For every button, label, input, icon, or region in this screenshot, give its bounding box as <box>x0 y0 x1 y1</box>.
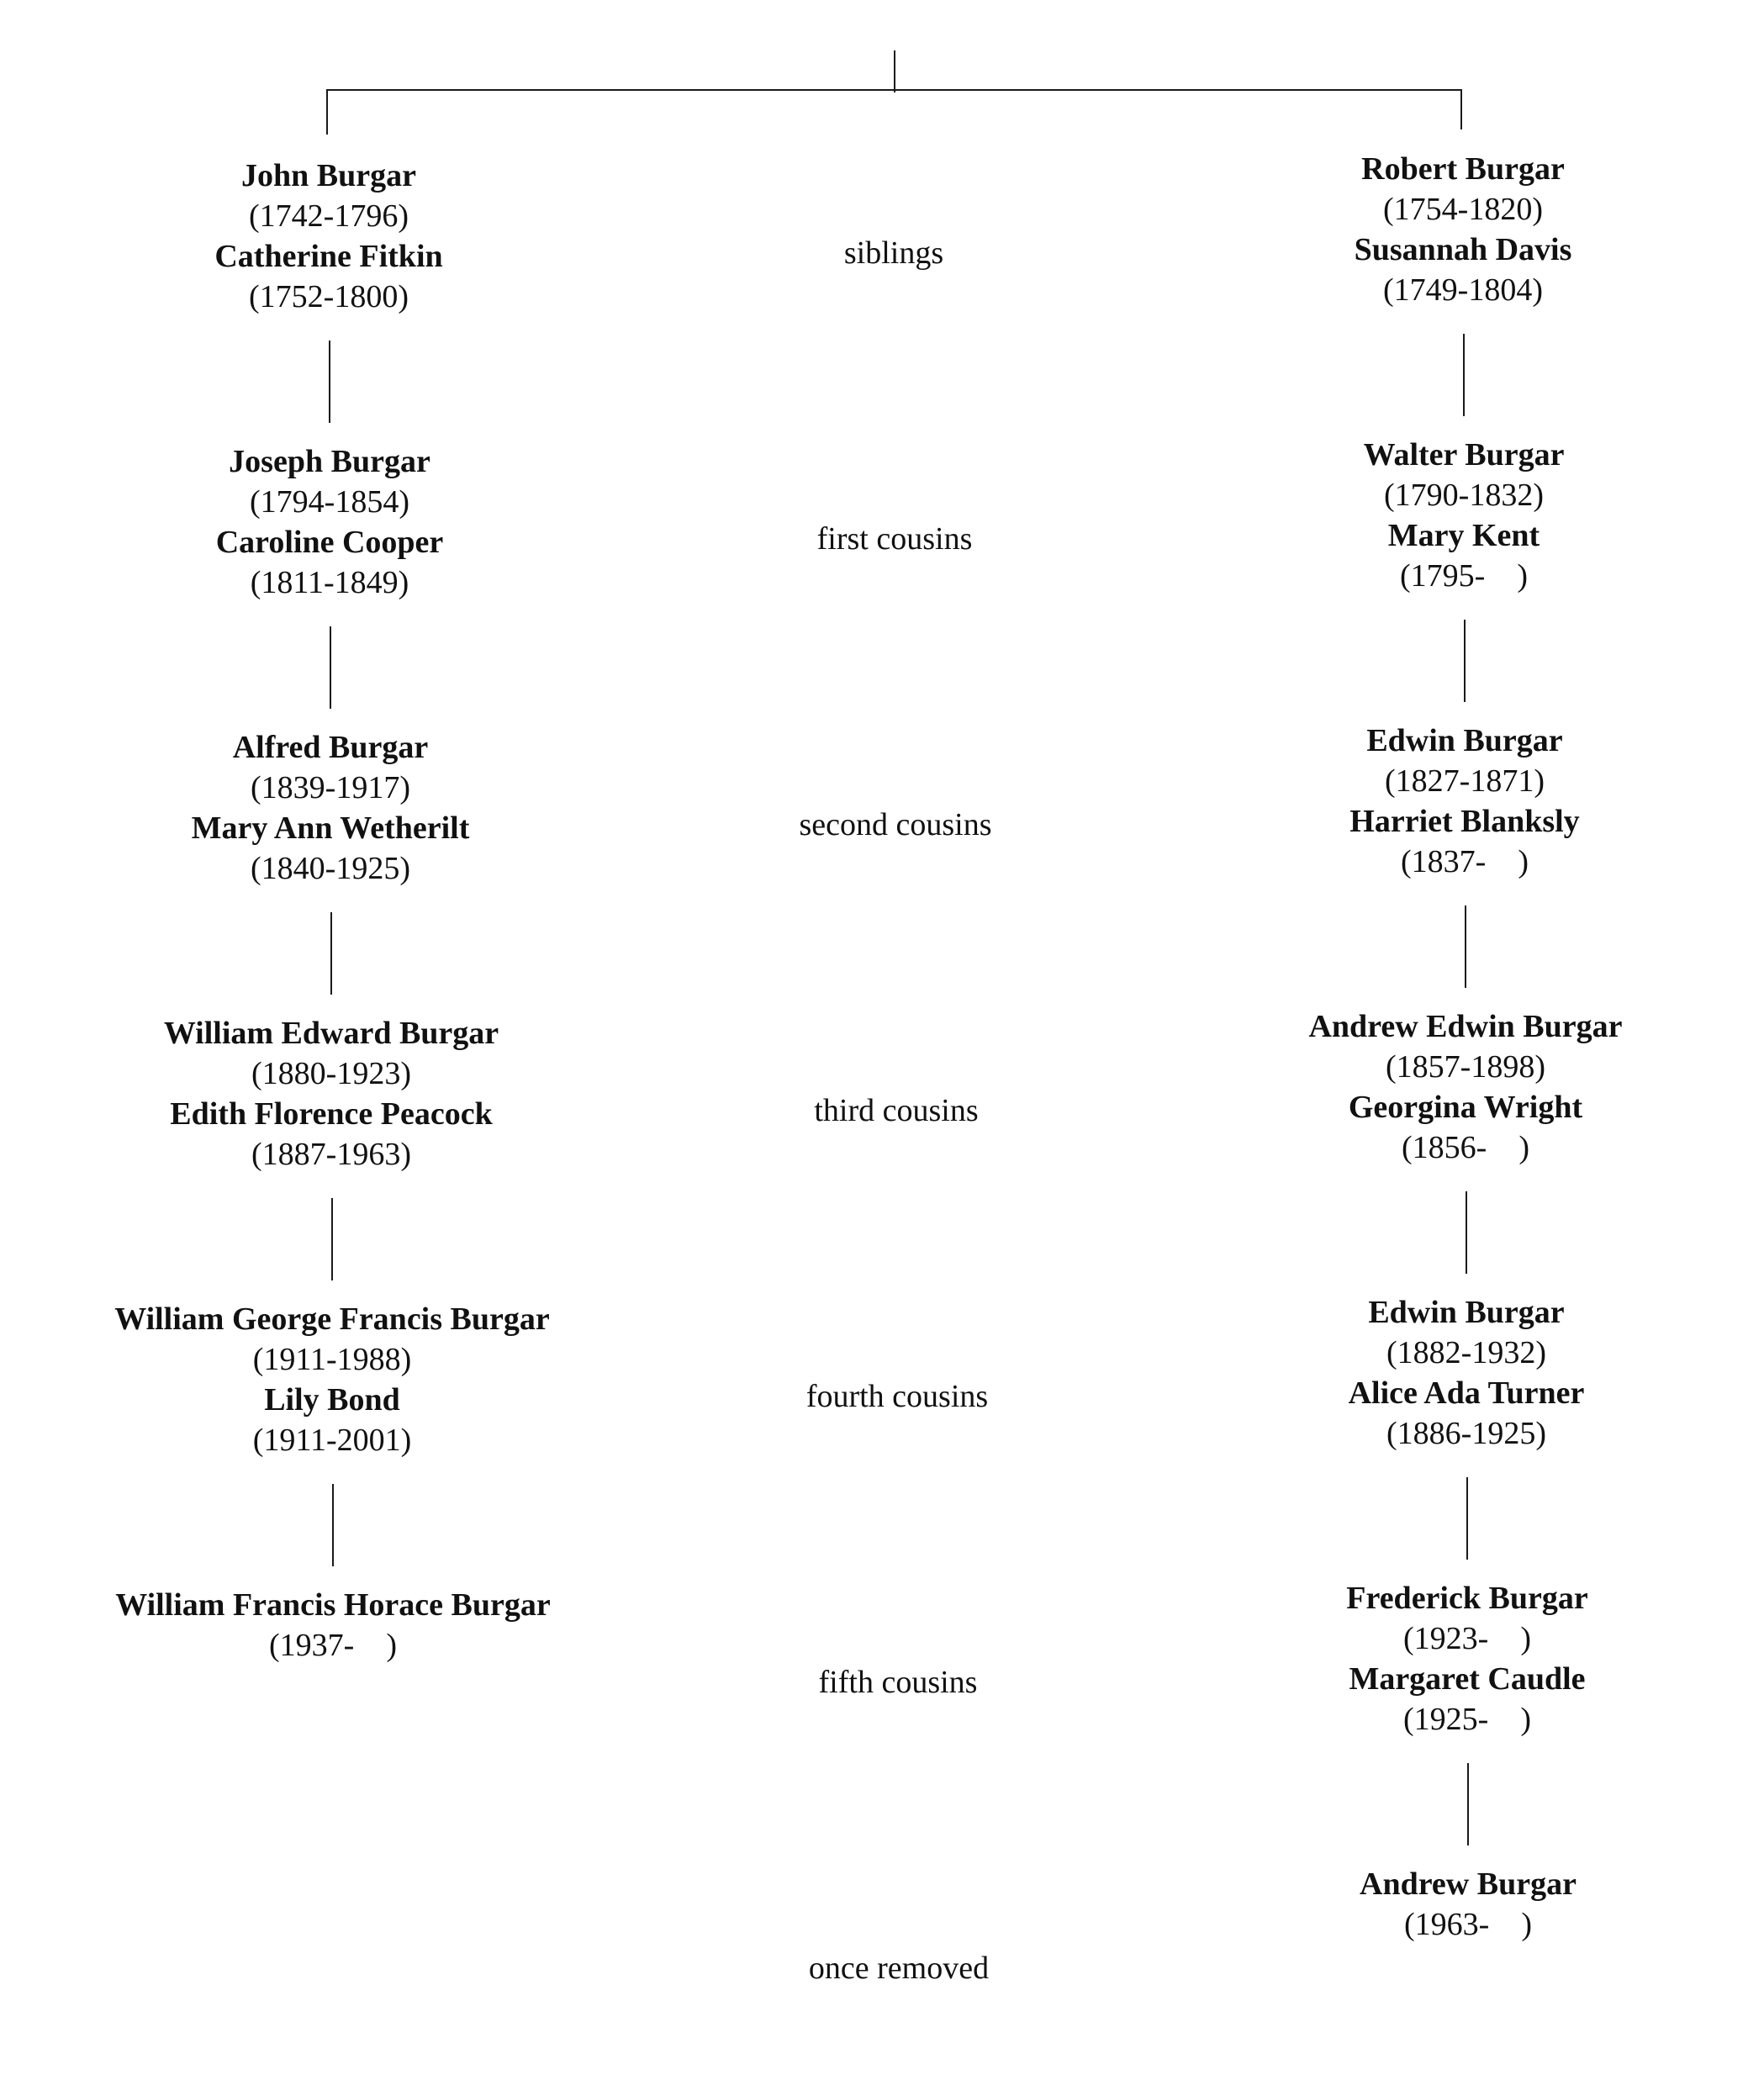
spouse-dates: (1925- ) <box>1403 1702 1531 1737</box>
left-generation-4 <box>62 1013 600 1175</box>
right-connector-1 <box>1463 334 1465 416</box>
right-connector-2 <box>1464 620 1466 702</box>
person-dates: (1911-1988) <box>252 1342 412 1377</box>
relationship-label-first-cousins: first cousins <box>816 521 973 557</box>
person-dates: (1742-1796) <box>249 198 409 234</box>
spouse-name: Margaret Caudle <box>1349 1661 1586 1697</box>
person-dates: (1790-1832) <box>1384 478 1544 513</box>
right-generation-5 <box>1197 1292 1735 1454</box>
left-connector-4 <box>331 1198 333 1280</box>
person-dates: (1880-1923) <box>251 1056 411 1091</box>
right-generation-6 <box>1198 1578 1736 1740</box>
spouse-name: Susannah Davis <box>1354 232 1572 267</box>
spouse-dates: (1911-2001) <box>252 1423 412 1458</box>
spouse-dates: (1886-1925) <box>1386 1416 1546 1451</box>
person-name: Joseph Burgar <box>229 444 430 479</box>
person-name: Andrew Burgar <box>1360 1866 1577 1902</box>
right-connector-3 <box>1465 905 1466 988</box>
person-dates: (1857-1898) <box>1386 1049 1545 1085</box>
person-dates: (1923- ) <box>1403 1621 1531 1656</box>
relationship-label-second-cousins: second cousins <box>799 807 992 842</box>
sibling-bar <box>326 89 1461 91</box>
spouse-name: Catherine Fitkin <box>214 239 443 274</box>
person-name: Robert Burgar <box>1361 151 1565 187</box>
spouse-dates: (1856- ) <box>1402 1130 1529 1165</box>
right-generation-3 <box>1196 721 1734 882</box>
left-generation-1 <box>60 156 598 317</box>
spouse-dates: (1837- ) <box>1401 844 1529 879</box>
person-name: Andrew Edwin Burgar <box>1308 1009 1623 1044</box>
spouse-dates: (1887-1963) <box>251 1137 411 1172</box>
spouse-name: Caroline Cooper <box>215 525 444 560</box>
spouse-name: Georgina Wright <box>1348 1090 1583 1125</box>
right-connector-6 <box>1467 1763 1469 1845</box>
relationship-label-fourth-cousins: fourth cousins <box>805 1379 989 1414</box>
right-generation-4 <box>1196 1006 1735 1168</box>
person-name: Alfred Burgar <box>232 730 429 765</box>
spouse-name: Lily Bond <box>264 1382 400 1418</box>
person-dates: (1963- ) <box>1404 1907 1532 1942</box>
relationship-label-third-cousins: third cousins <box>814 1093 979 1128</box>
person-name: William George Francis Burgar <box>114 1301 550 1337</box>
relationship-label-fifth-cousins: fifth cousins <box>818 1665 978 1700</box>
left-connector-3 <box>330 912 332 995</box>
left-generation-6 <box>64 1585 602 1666</box>
spouse-dates: (1749-1804) <box>1383 272 1543 308</box>
person-name: John Burgar <box>241 158 416 193</box>
spouse-dates: (1811-1849) <box>250 565 409 600</box>
spouse-name: Edith Florence Peacock <box>170 1096 493 1132</box>
spouse-name: Harriet Blanksly <box>1349 804 1580 839</box>
root-connector <box>894 50 895 92</box>
person-dates: (1794-1854) <box>250 484 409 520</box>
spouse-dates: (1752-1800) <box>249 279 409 314</box>
left-generation-5 <box>63 1299 601 1460</box>
right-connector-5 <box>1466 1477 1468 1560</box>
person-name: William Edward Burgar <box>163 1016 499 1051</box>
right-generation-2 <box>1195 435 1733 596</box>
person-dates: (1827-1871) <box>1385 763 1545 799</box>
person-dates: (1754-1820) <box>1383 192 1543 227</box>
person-name: Edwin Burgar <box>1368 1295 1565 1330</box>
left-connector-2 <box>330 626 331 709</box>
person-name: William Francis Horace Burgar <box>115 1587 551 1623</box>
spouse-dates: (1840-1925) <box>251 851 410 886</box>
spouse-name: Alice Ada Turner <box>1348 1375 1585 1411</box>
right-generation-1 <box>1194 149 1732 310</box>
person-dates: (1882-1932) <box>1386 1335 1546 1370</box>
left-connector-5 <box>332 1484 334 1566</box>
right-generation-7 <box>1199 1864 1737 1945</box>
right-connector-4 <box>1466 1191 1467 1274</box>
relationship-label-once-removed: once removed <box>808 1951 990 1986</box>
left-generation-3 <box>61 727 599 889</box>
right-branch-connector <box>1460 89 1462 129</box>
left-generation-2 <box>61 441 599 603</box>
left-branch-connector <box>326 89 328 135</box>
person-dates: (1839-1917) <box>251 770 410 805</box>
spouse-dates: (1795- ) <box>1400 558 1528 594</box>
person-name: Edwin Burgar <box>1366 723 1563 758</box>
relationship-label-siblings: siblings <box>843 235 944 271</box>
spouse-name: Mary Ann Wetherilt <box>191 810 470 846</box>
person-name: Frederick Burgar <box>1346 1581 1588 1616</box>
left-connector-1 <box>329 341 330 423</box>
spouse-name: Mary Kent <box>1387 518 1540 553</box>
person-dates: (1937- ) <box>269 1628 397 1663</box>
person-name: Walter Burgar <box>1363 437 1565 473</box>
